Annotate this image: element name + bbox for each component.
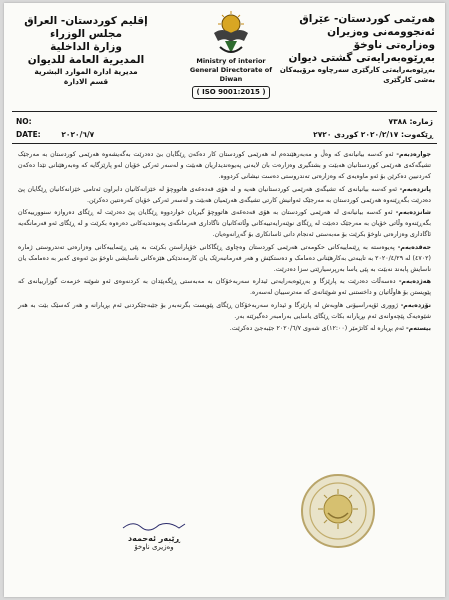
header-region-ku: هەرێمی کوردستان- عێراق — [299, 13, 435, 25]
header-section-ar: قسم الادارة — [63, 77, 109, 86]
number-field-en: NO: — [16, 117, 32, 126]
document-page — [4, 3, 445, 597]
header-directorate-ar: المديرية العامة للديوان — [27, 54, 145, 66]
official-seal-icon — [300, 473, 376, 549]
directorate-name-en: General Directorate of Diwan — [189, 66, 273, 83]
iso-badge: ( ISO 9001:2015 ) — [192, 86, 269, 99]
header-kurdish — [265, 13, 435, 85]
paragraph: پانزدەبەم- ئەو کەسە بیانیانەی کە تشیگەی هەرێمی کوردستانیان هەیە و لە هۆی قەدەغەی هاتووچۆ لە خێزانەکانیان دابراون ئەتامی خێزانەکانیان ڕێگایان پێ دەدرێت بگەڕێنەوە هەرێمی کوردستان بە مەرجێک ئەوانیش کارتی تشیگەی هەرێمیان هەبێت و لەسەر ئەرکی خۆیان کەرەنتین دەکرێن. — [18, 185, 431, 204]
paragraph: هەژدەبەم- دەسەڵات دەدرێت بە پارێزگا و بەڕێوەبەرایەتی ئیدارە سەربەخۆکان بە مەبەستی ڕێگەپێدان بە کردنەوەی ئەو شوێنە خزمەت گوزارییانەی کە پێویستن بۆ هاوڵاتیان و داخستنی ئەو شوێنانەی کە مەترسییان لەسەرە. — [18, 278, 431, 297]
header-english — [182, 57, 280, 99]
header-ministry-ku: وەزارەتی ناوخۆ — [353, 39, 435, 51]
header-council-ar: مجلس الوزراء — [49, 28, 123, 40]
ministry-name-en: Ministry of interior — [196, 57, 266, 65]
number-field-ku: ژمارە: ٧٣٨٨ — [388, 117, 433, 126]
signatory-name: ڕێبەر ئەحمەد — [128, 534, 180, 543]
header-divider — [12, 111, 437, 112]
paragraph: شانزدەبەم- ئەو کەسە بیانیانەی لە هەرێمی کوردستان بە هۆی قەدەغەی هاتووچۆ گیریان خواردووە ڕێگایان پێ دەدرێت لە ڕێگای دەروازە سنوورییەکان بگەڕێنەوە وڵاتی خۆیان بە مەرجێک دەبێت لە ڕێگای نوێنەرایەتییەکانی وڵاتەکانیان ناگاداری فەرمانگەی پەیوەندیەکانی دەرەوە بکرێت و لە ڕێگای ئەو فەرمانگەیە ئاگاداری وەزارەتی ناوخۆ بکرێت بۆ مەبەستی ئەنجام دانی ئاسانکاری بۆ گەڕانەوەیان. — [18, 209, 431, 239]
header-council-ku: ئەنجوومەنی وەزیران — [327, 26, 435, 38]
header-hr-ar: مديرية ادارة الموارد البشرية — [34, 67, 138, 76]
date-field-en: DATE: ٢٠٢٠/٦/٧ — [16, 130, 95, 139]
header-hr-ku: بەڕێوەبەرایەتی کارگێری سەرچاوە مرۆییەکان — [279, 66, 435, 74]
header-ministry-ar: وزارة الداخلية — [50, 41, 122, 53]
header-region-ar: إقليم كوردستان- العراق — [24, 15, 148, 27]
signatory-title: وەزیری ناوخۆ — [134, 543, 174, 551]
date-field-ku: ڕێکەوت: ٢٠٢٠/٢/١٧ کوردی ٢٧٢٠ — [313, 130, 433, 139]
paragraph: بیستەم- ئەم بڕیارە لە کاتژمێر (١٢:٠٠)ی شەوی ٢٠٢٠/٦/٧ جێبەجێ دەکرێت. — [229, 325, 431, 333]
signature-scribble-icon — [119, 518, 189, 532]
kurdistan-emblem-icon — [210, 9, 252, 57]
header-section-ku: بەشی کارگێری — [383, 76, 435, 84]
header-directorate-ku: بەڕێوەبەرایەتی گشتی دیوان — [288, 52, 435, 64]
header-arabic — [16, 15, 156, 87]
paragraph: نۆزدەبەم- ژووری ئۆپەراسیۆنی هاوبەش لە پارێزگا و ئیدارە سەربەخۆکان ڕێگای پێویست بگرنەبەر بۆ جێبەجێکردنی ئەم بڕیارانە و هەر کەسێک بێت بە هەر شێوەیەک پێچەوانەی ئەم بڕیارانە بکات ڕێگای یاسایی بەرامبەر دەگیرێتە بەر. — [18, 301, 431, 320]
signature-block — [114, 518, 194, 551]
document-body — [18, 149, 431, 335]
paragraph: حەقدەبەم- پەیوەستە بە ڕێنماییەکانی حکومەتی هەرێمی کوردستان وەچاوی ڕێگاکانی خۆپاراستن بکرێت بە پێی ڕێنماییەکانی وەزارەتی تەندروستی ژمارە (٤٧٠٢) لە ٢٠٢٠/٤/٢٩ بە تایبەتی بەکارهێنانی دەمامک و دەستکێش و هەر فەرمانبەرێک یان کارمەندێکی هێزەکانی ناسایشی ناوخۆ بێ ئەوەی کەیر بە دەمامک یان ناسایش پابەند نەبێت بە پێی یاسا بەرپرسیارێتی سزا دەدرێت. — [18, 243, 431, 274]
paragraph: جوارەدبەم- ئەو کەسە بیانیانەی کە وەڵ و مەبەرهێندەم لە هەرێمی کوردستان کار دەکەن ڕێگایان بێ دەدرێت بەگەیشەوە هەرێمی کوردستان بە مەرجێک تشیگەکەی هەرێمی کوردستانیان هەبێت و بشتگیری وەزارەت بان لایەنی پەیوەندیداریان هەبێت و لەسەر ئەرکی خۆیان لەو پارێزگایە کە وەبەرهێنانی تێدا دەکەن کەردنیین دەکرێن بۆ ئەو ماوەیەی کە وەزارەتی تەندروستی دەست نیشانی کردووە. — [18, 151, 431, 181]
meta-divider — [12, 143, 437, 144]
